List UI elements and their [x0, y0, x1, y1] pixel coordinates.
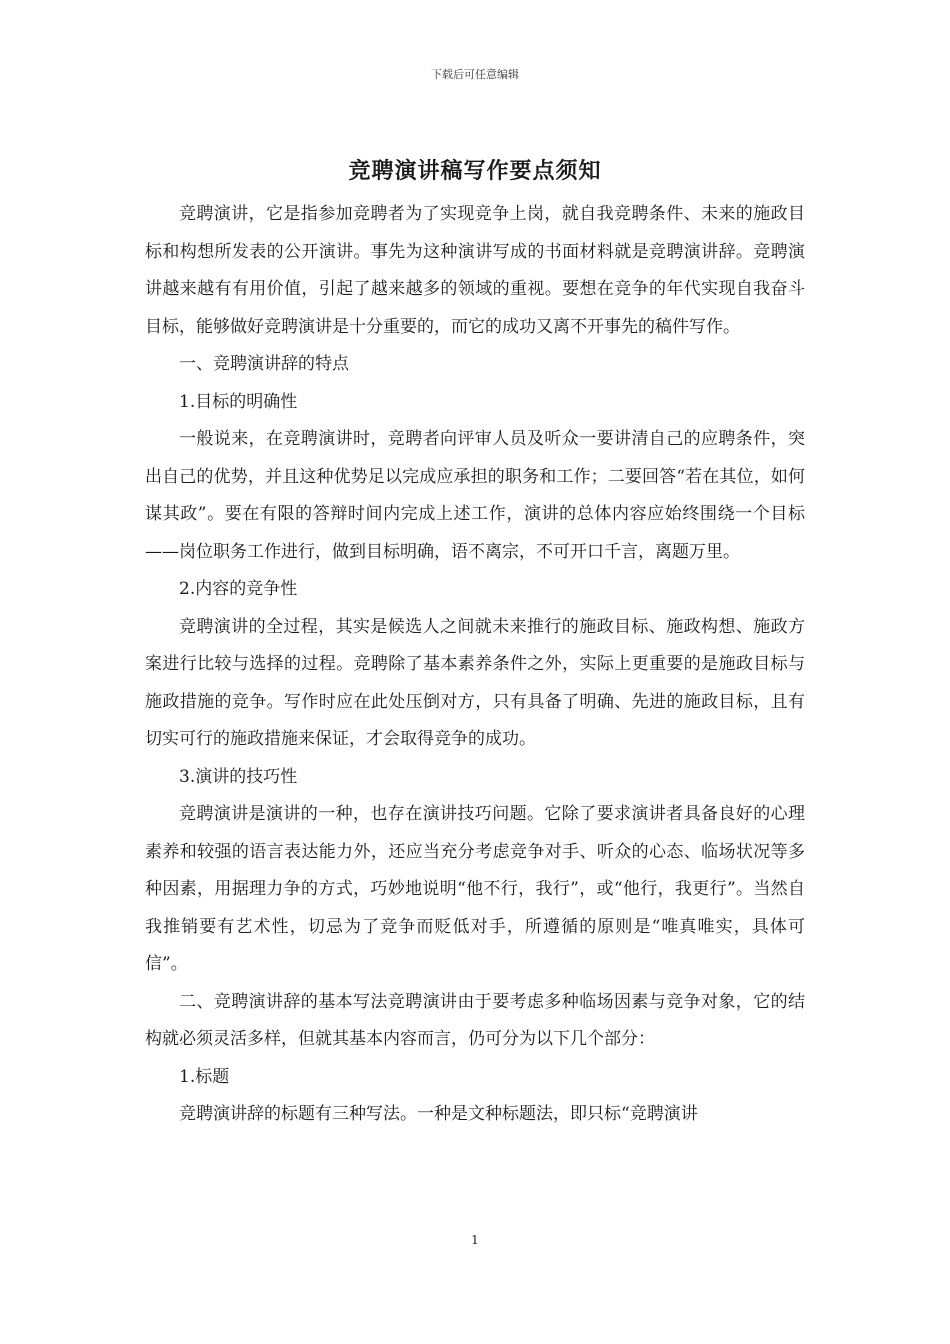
paragraph-goal-clarity: 一般说来，在竞聘演讲时，竞聘者向评审人员及听众一要讲清自己的应聘条件，突出自己的优势，并且这种优势足以完成应承担的职务和工作；二要回答“若在其位，如何谋其政”。要在有限的答辩时间内完成上述工作，演讲的总体内容应始终围绕一个目标——岗位职务工作进行，做到目标明确，语不离宗，不可开口千言，离题万里。	[145, 429, 805, 562]
page-number: 1	[471, 1233, 479, 1247]
subheading-title: 1.标题	[179, 1066, 230, 1087]
header-note: 下载后可任意编辑	[431, 68, 519, 81]
document-body	[145, 196, 805, 1134]
paragraph-basic-writing: 二、竞聘演讲辞的基本写法竞聘演讲由于要考虑多种临场因素与竞争对象，它的结构就必须灵活多样，但就其基本内容而言，仍可分为以下几个部分：	[145, 991, 805, 1049]
paragraph-title-methods: 竞聘演讲辞的标题有三种写法。一种是文种标题法，即只标“竞聘演讲	[179, 1104, 698, 1124]
subheading-content-competitiveness: 2.内容的竞争性	[179, 579, 298, 599]
subheading-speech-skill: 3.演讲的技巧性	[179, 766, 298, 787]
paragraph-intro: 竞聘演讲，它是指参加竞聘者为了实现竞争上岗，就自我竞聘条件、未来的施政目标和构想所发表的公开演讲。事先为这种演讲写成的书面材料就是竞聘演讲辞。竞聘演讲越来越有有用价值，引起了越来越多的领域的重视。要想在竞争的年代实现自我奋斗目标，能够做好竞聘演讲是十分重要的，而它的成功又离不开事先的稿件写作。	[145, 204, 805, 337]
paragraph-content-competitiveness: 竞聘演讲的全过程，其实是候选人之间就未来推行的施政目标、施政构想、施政方案进行比较与选择的过程。竞聘除了基本素养条件之外，实际上更重要的是施政目标与施政措施的竞争。写作时应在此处压倒对方，只有具备了明确、先进的施政目标，且有切实可行的施政措施来保证，才会取得竞争的成功。	[145, 616, 805, 749]
paragraph-speech-skill: 竞聘演讲是演讲的一种，也存在演讲技巧问题。它除了要求演讲者具备良好的心理素养和较强的语言表达能力外，还应当充分考虑竞争对手、听众的心态、临场状况等多种因素，用据理力争的方式，巧妙地说明“他不行，我行”，或“他行，我更行”。当然自我推销要有艺术性，切忌为了竞争而贬低对手，所遵循的原则是“唯真唯实，具体可信”。	[145, 804, 805, 974]
subheading-goal-clarity: 1.目标的明确性	[179, 391, 298, 412]
document-title: 竞聘演讲稿写作要点须知	[348, 158, 602, 184]
section-heading-features: 一、竞聘演讲辞的特点	[179, 354, 349, 374]
